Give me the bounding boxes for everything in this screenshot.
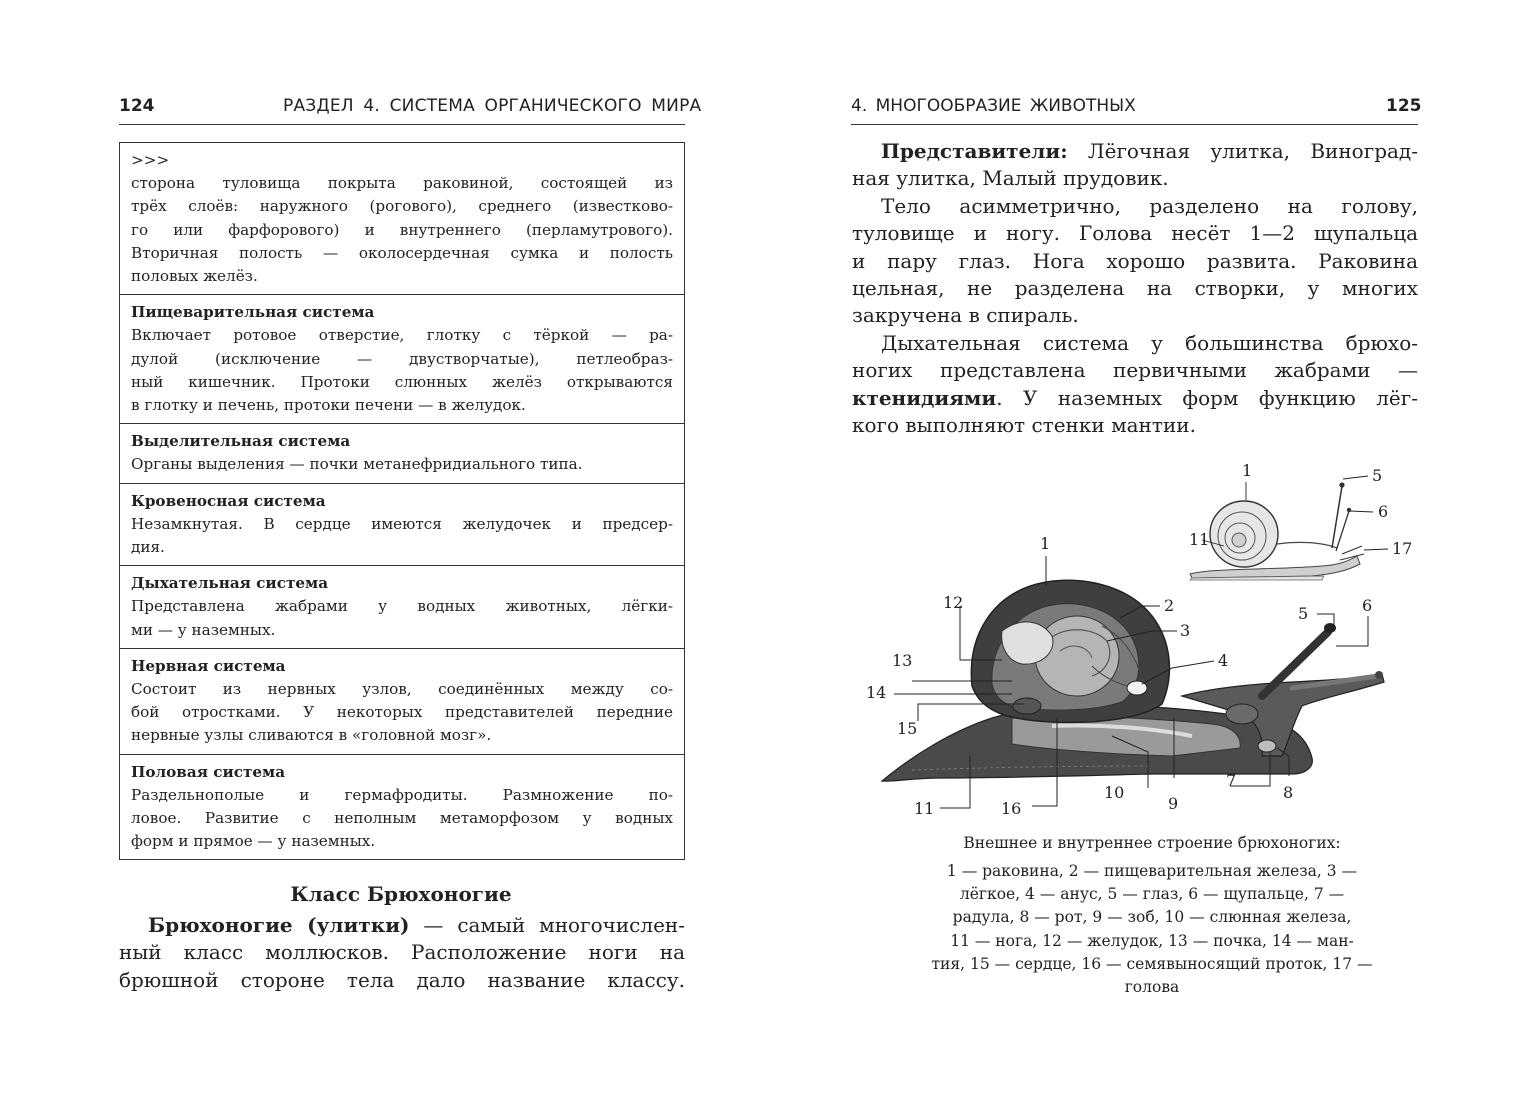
cell-line: дулой (исключение — двустворчатые), петлеобраз- [131, 349, 673, 368]
para-text: — самый многочислен- [409, 913, 685, 937]
figure-caption-title: Внешнее и внутреннее строение брюхоногих: [963, 834, 1341, 852]
caption-line: голова [1124, 978, 1180, 997]
cell-line: форм и прямое — у наземных. [131, 832, 376, 851]
small-label-5: 5 [1372, 466, 1383, 485]
para-line: кого выполняют стенки мантии. [852, 413, 1196, 438]
running-header-right: 4. МНОГООБРАЗИЕ ЖИВОТНЫХ [851, 96, 1136, 116]
para-line [852, 385, 1418, 412]
small-snail-illustration [1190, 476, 1388, 580]
label-16: 16 [1001, 799, 1022, 818]
caption-line: 1 — раковина, 2 — пищеварительная железа, 3 — [946, 862, 1358, 880]
para-line [119, 912, 685, 939]
para-line: цельная, не разделена на створки, у многих [852, 276, 1418, 301]
label-3: 3 [1180, 621, 1191, 640]
table-row-reproductive [120, 754, 684, 860]
right-page [768, 0, 1536, 1105]
para-line: закручена в спираль. [852, 303, 1079, 328]
header-rule-right [851, 124, 1418, 125]
table-row-nervous [120, 648, 684, 754]
small-label-6: 6 [1378, 502, 1389, 521]
caption-line: 11 — нога, 12 — желудок, 13 — почка, 14 — ман- [950, 931, 1354, 950]
row-title: Кровеносная система [131, 491, 326, 510]
cell-line: ми — у наземных. [131, 620, 276, 639]
caption-line: радула, 8 — рот, 9 — зоб, 10 — слюнная железа, [952, 908, 1352, 927]
cell-line: ный кишечник. Протоки слюнных желёз открываются [131, 372, 673, 391]
label-representatives: Представители: [881, 139, 1068, 163]
label-12: 12 [943, 593, 964, 612]
para-line: брюшной стороне тела дало название классу. [119, 967, 685, 992]
table-row-digestive [120, 294, 684, 423]
table-row-excretory [120, 423, 684, 482]
cell-line: ловое. Развитие с неполным метаморфозом у водных [131, 809, 673, 828]
header-rule-left [119, 124, 685, 125]
label-5: 5 [1298, 604, 1309, 623]
table-row-circulatory [120, 483, 684, 566]
para-line: ногих представлена первичными жабрами — [852, 358, 1418, 383]
row-title: Нервная система [131, 656, 286, 675]
small-label-11: 11 [1189, 530, 1210, 549]
para-line: Дыхательная система у большинства брюхо- [881, 330, 1418, 355]
caption-line: лёгкое, 4 — анус, 5 — глаз, 6 — щупальце, 7 — [959, 885, 1345, 904]
label-2: 2 [1164, 596, 1175, 615]
label-1: 1 [1040, 534, 1051, 553]
label-4: 4 [1218, 651, 1229, 670]
cell-line: Органы выделения — почки метанефридиального типа. [131, 455, 583, 474]
para-text: . У наземных форм функцию лёг- [996, 385, 1418, 410]
label-15: 15 [897, 719, 918, 738]
figure-caption-legend [852, 860, 1452, 999]
label-13: 13 [892, 651, 913, 670]
cell-line: Раздельнополые и гермафродиты. Размножение по- [131, 785, 673, 804]
gastropod-anatomy-figure [852, 456, 1452, 836]
label-8: 8 [1283, 783, 1294, 802]
label-10: 10 [1104, 783, 1125, 802]
cell-line: Вторичная полость — околосердечная сумка и полость [131, 243, 673, 262]
cell-line: сторона туловища покрыта раковиной, состоящей из [131, 174, 673, 193]
label-6: 6 [1362, 596, 1373, 615]
cell-line: го или фарфорового) и внутреннего (перламутрового). [131, 220, 673, 239]
cell-line: трёх слоёв: наружного (рогового), среднего (известково- [131, 197, 673, 216]
para-line [852, 138, 1418, 165]
cell-line: Незамкнутая. В сердце имеются желудочек и предсер- [131, 514, 673, 533]
para-line: ная улитка, Малый прудовик. [852, 166, 1169, 191]
label-14: 14 [866, 683, 887, 702]
page-number-right: 125 [1386, 96, 1422, 116]
row-title: Дыхательная система [131, 574, 329, 593]
cell-line: Представлена жабрами у водных животных, лёгки- [131, 597, 673, 616]
label-9: 9 [1168, 794, 1179, 813]
continuation-mark: >>> [131, 151, 170, 169]
para-line: туловище и ногу. Голова несёт 1—2 щупальца [852, 221, 1418, 246]
term-gastropods: Брюхоногие (улитки) [148, 913, 410, 937]
table-cell-continued [120, 143, 684, 294]
cell-line: Состоит из нервных узлов, соединённых между со- [131, 680, 673, 699]
para-line: и пару глаз. Нога хорошо развита. Раковина [852, 248, 1418, 273]
cell-line: дия. [131, 538, 165, 557]
running-header-left: РАЗДЕЛ 4. СИСТЕМА ОРГАНИЧЕСКОГО МИРА [283, 96, 702, 116]
cell-line: бой отростками. У некоторых представителей передние [131, 703, 673, 722]
systems-table [119, 142, 685, 860]
body-text [852, 138, 1418, 439]
label-11: 11 [914, 799, 935, 818]
cell-line: нервные узлы сливаются в «головной мозг». [131, 726, 492, 745]
cell-line: в глотку и печень, протоки печени — в желудок. [131, 396, 526, 415]
para-line: Тело асимметрично, разделено на голову, [881, 193, 1418, 218]
term-ctenidia: ктенидиями [852, 385, 997, 410]
intro-paragraph [119, 912, 685, 994]
cell-line: половых желёз. [131, 267, 258, 286]
row-title: Выделительная система [131, 432, 351, 451]
cell-line: Включает ротовое отверстие, глотку с тёркой — ра- [131, 326, 673, 345]
row-title: Половая система [131, 762, 286, 781]
caption-line: тия, 15 — сердце, 16 — семявыносящий проток, 17 — [931, 954, 1373, 973]
small-label-17: 17 [1392, 539, 1413, 558]
section-title: Класс Брюхоногие [290, 882, 512, 906]
page-number-left: 124 [119, 96, 155, 116]
table-row-respiratory [120, 565, 684, 648]
label-7: 7 [1226, 771, 1237, 790]
small-label-1: 1 [1242, 461, 1253, 480]
para-text: Лёгочная улитка, Виноград- [1067, 139, 1418, 163]
row-title: Пищеварительная система [131, 303, 375, 322]
para-line: ный класс моллюсков. Расположение ноги на [119, 940, 685, 965]
